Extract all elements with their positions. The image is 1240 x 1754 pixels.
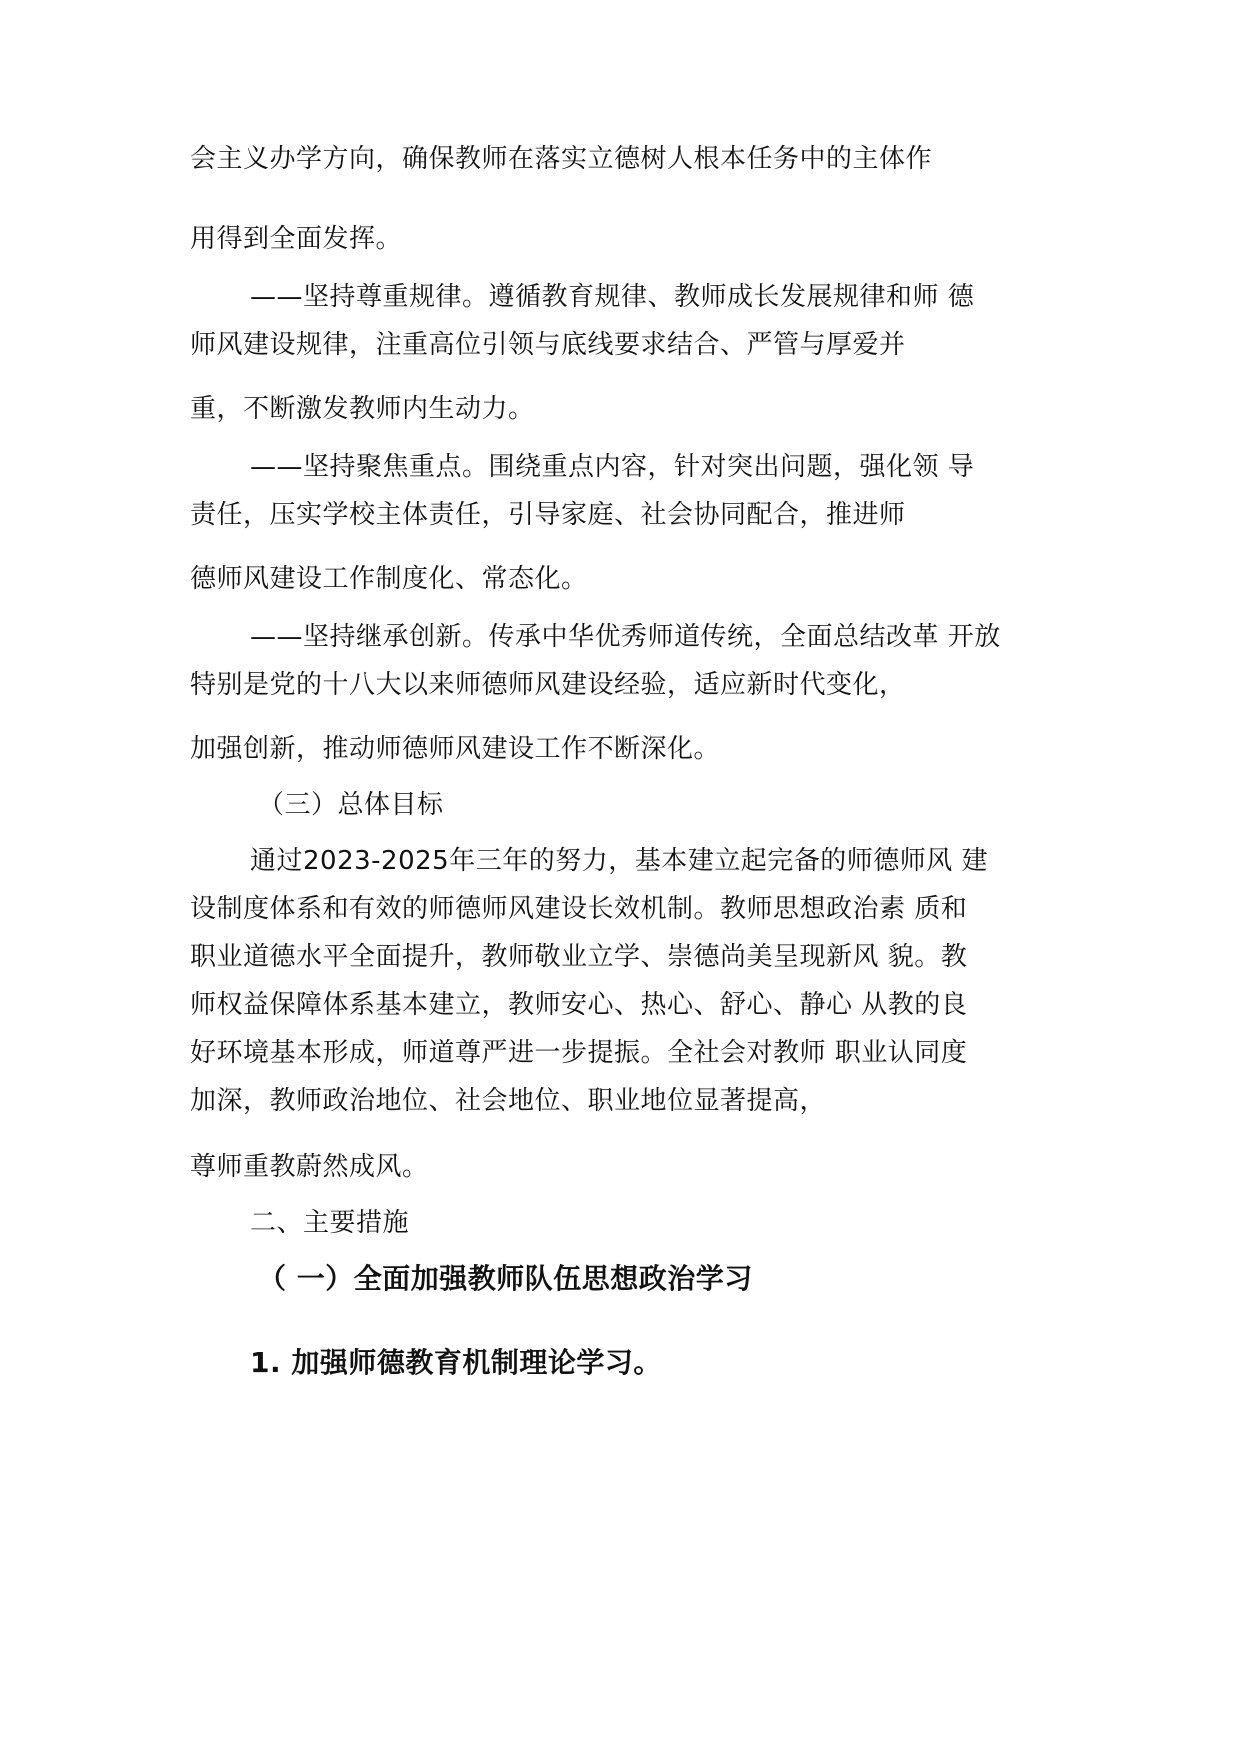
body-line-2: 用得到全面发挥。 [190,224,403,254]
body-line-8: 德师风建设工作制度化、常态化。 [190,564,588,594]
body-line-10: 特别是党的十八大以来师德师风建设经验，适应新时代变化， [190,670,906,700]
goal-line-7: 尊师重教蔚然成风。 [190,1152,429,1182]
body-line-11: 加强创新，推动师德师风建设工作不断深化。 [190,734,721,764]
principle-respect-rules: ——坚持尊重规律。遵循教育规律、教师成长发展规律和师 德 [250,282,975,312]
goal-line-4: 师权益保障体系基本建立，教师安心、热心、舒心、静心 从教的良 [190,990,968,1020]
subsection-heading-political-study: （ 一）全面加强教师队伍思想政治学习 [258,1262,753,1295]
goal-line-5: 好环境基本形成，师道尊严进一步提振。全社会对教师 职业认同度 [190,1038,968,1068]
section-heading-main-measures: 二、主要措施 [250,1208,410,1238]
body-line-4: 师风建设规律，注重高位引领与底线要求结合、严管与厚爱并 [190,330,906,360]
item-heading-1: 1. 加强师德教育机制理论学习。 [250,1346,662,1379]
principle-inherit-innovate: ——坚持继承创新。传承中华优秀师道传统，全面总结改革 开放 [250,622,1001,652]
goal-line-6: 加深，教师政治地位、社会地位、职业地位显著提高， [190,1086,827,1116]
body-line-7: 责任，压实学校主体责任，引导家庭、社会协同配合，推进师 [190,500,906,530]
body-line-1: 会主义办学方向，确保教师在落实立德树人根本任务中的主体作 [190,144,933,174]
section-heading-overall-goal: （三）总体目标 [258,790,444,820]
goal-line-2: 设制度体系和有效的师德师风建设长效机制。教师思想政治素 质和 [190,894,968,924]
goal-line-1: 通过2023-2025年三年的努力，基本建立起完备的师德师风 建 [250,846,988,876]
principle-focus-key-points: ——坚持聚焦重点。围绕重点内容，针对突出问题，强化领 导 [250,452,975,482]
goal-line-3: 职业道德水平全面提升，教师敬业立学、崇德尚美呈现新风 貌。教 [190,942,968,972]
body-line-5: 重，不断激发教师内生动力。 [190,394,535,424]
